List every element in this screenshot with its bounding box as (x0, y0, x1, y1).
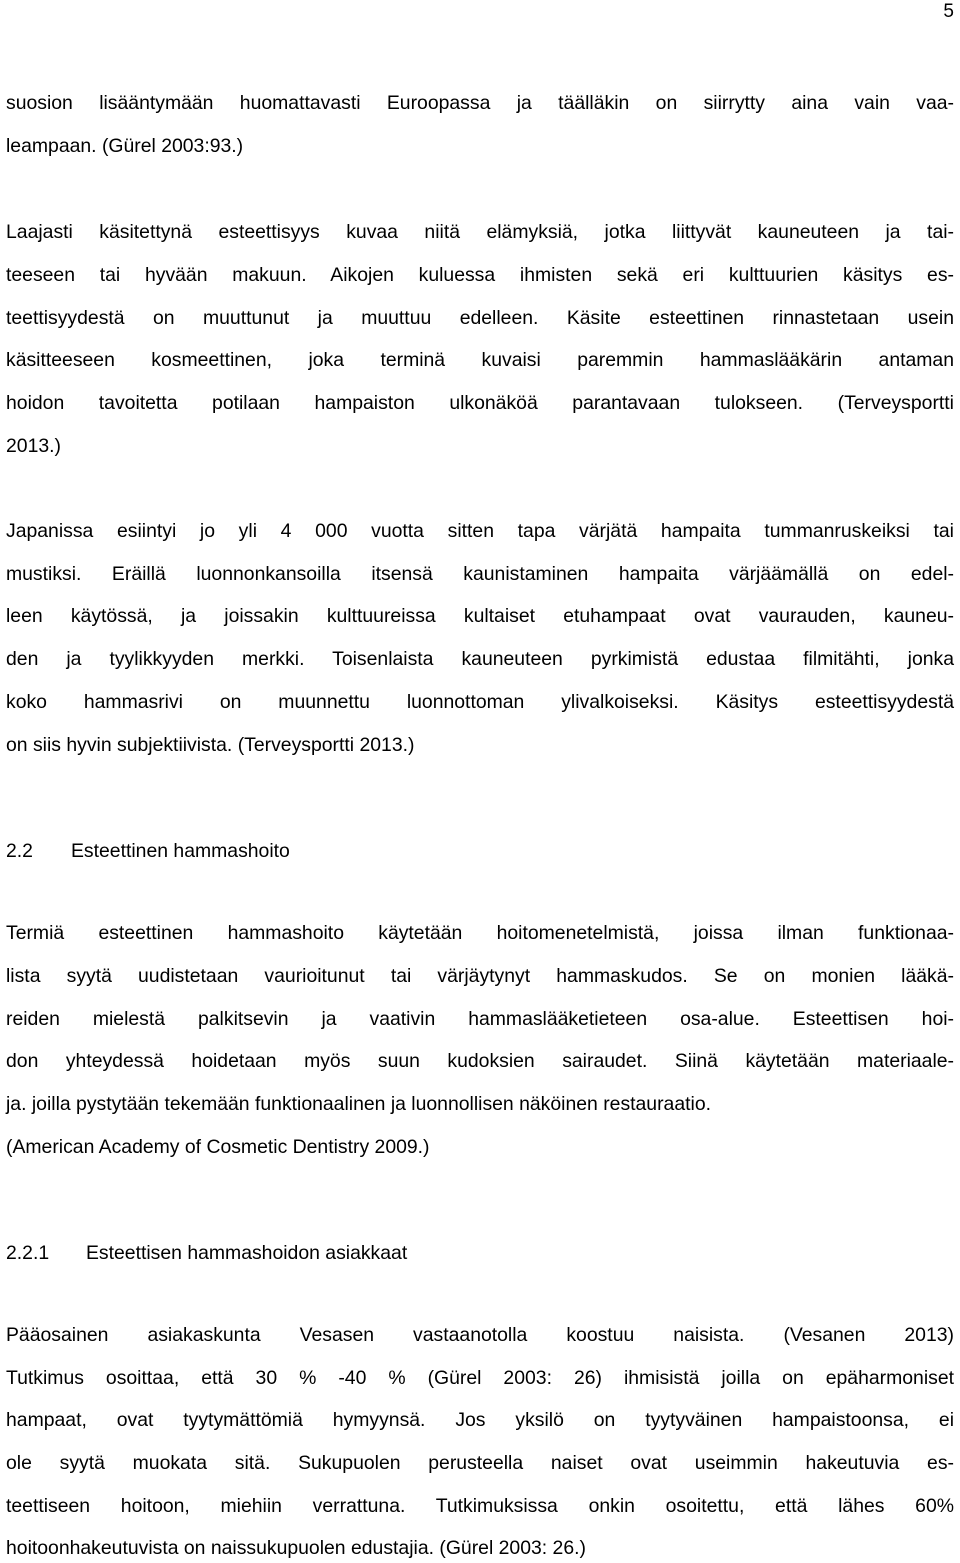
section-number: 2.2.1 (6, 1242, 50, 1264)
text-line: lista syytä uudistetaan vaurioitunut tai värjäytynyt hammaskudos. Se on monien lääkä- (6, 965, 954, 987)
text-line: Tutkimus osoittaa, että 30 % -40 % (Gürel 2003: 26) ihmisistä joilla on epäharmoniset (6, 1367, 954, 1389)
text-line: Japanissa esiintyi jo yli 4 000 vuotta sitten tapa värjätä hampaita tummanruskeiksi tai (6, 520, 954, 542)
text-line: hoitoonhakeutuvista on naissukupuolen edustajia. (Gürel 2003: 26.) (6, 1537, 586, 1559)
text-line: don yhteydessä hoidetaan myös suun kudoksien sairaudet. Siinä käytetään materiaale- (6, 1050, 954, 1072)
section-title: Esteettinen hammashoito (71, 840, 290, 862)
text-line: ja. joilla pystytään tekemään funktionaalinen ja luonnollisen näköinen restauraatio. (6, 1093, 711, 1115)
page-number: 5 (943, 1, 954, 22)
text-line: leen käytössä, ja joissakin kulttuureissa kultaiset etuhampaat ovat vaurauden, kauneu- (6, 605, 954, 627)
section-heading-2-2-1 (6, 1239, 407, 1267)
text-line: Pääosainen asiakaskunta Vesasen vastaanotolla koostuu naisista. (Vesanen 2013) (6, 1324, 954, 1346)
section-title: Esteettisen hammashoidon asiakkaat (86, 1242, 408, 1264)
text-line: den ja tyylikkyyden merkki. Toisenlaista kauneuteen pyrkimistä edustaa filmitähti, jonka (6, 648, 954, 670)
section-heading-2-2 (6, 837, 290, 865)
text-line: mustiksi. Eräillä luonnonkansoilla itsensä kaunistaminen hampaita värjäämällä on edel- (6, 563, 954, 585)
text-line: käsitteeseen kosmeettinen, joka terminä kuvaisi paremmin hammaslääkärin antaman (6, 349, 954, 371)
text-line: reiden mielestä palkitsevin ja vaativin hammaslääketieteen osa-alue. Esteettisen hoi- (6, 1008, 954, 1030)
text-line: teeseen tai hyvään makuun. Aikojen kuluessa ihmisten sekä eri kulttuurien käsitys es- (6, 264, 954, 286)
text-line: Termiä esteettinen hammashoito käytetään hoitomenetelmistä, joissa ilman funktionaa- (6, 922, 954, 944)
text-line: hampaat, ovat tyytymättömiä hymyynsä. Jos yksilö on tyytyväinen hampaistoonsa, ei (6, 1409, 954, 1431)
text-line: 2013.) (6, 435, 61, 457)
text-line: ole syytä muokata sitä. Sukupuolen perusteella naiset ovat useimmin hakeutuvia es- (6, 1452, 954, 1474)
text-line: leampaan. (Gürel 2003:93.) (6, 135, 244, 157)
text-line: suosion lisääntymään huomattavasti Euroopassa ja täälläkin on siirrytty aina vain vaa- (6, 92, 954, 114)
text-line: hoidon tavoitetta potilaan hampaiston ulkonäköä parantavaan tulokseen. (Terveysportti (6, 392, 954, 414)
text-line: koko hammasrivi on muunnettu luonnottoman ylivalkoiseksi. Käsitys esteettisyydestä (6, 691, 954, 713)
section-number: 2.2 (6, 840, 33, 862)
text-line: teettisyydestä on muuttunut ja muuttuu edelleen. Käsite esteettinen rinnastetaan usein (6, 307, 954, 329)
text-line: on siis hyvin subjektiivista. (Terveysportti 2013.) (6, 734, 415, 756)
text-line: teettiseen hoitoon, miehiin verrattuna. Tutkimuksissa onkin osoitettu, että lähes 60% (6, 1495, 954, 1517)
text-line: (American Academy of Cosmetic Dentistry 2009.) (6, 1136, 430, 1158)
text-line: Laajasti käsitettynä esteettisyys kuvaa niitä elämyksiä, jotka liittyvät kauneuteen ja tai- (6, 221, 954, 243)
